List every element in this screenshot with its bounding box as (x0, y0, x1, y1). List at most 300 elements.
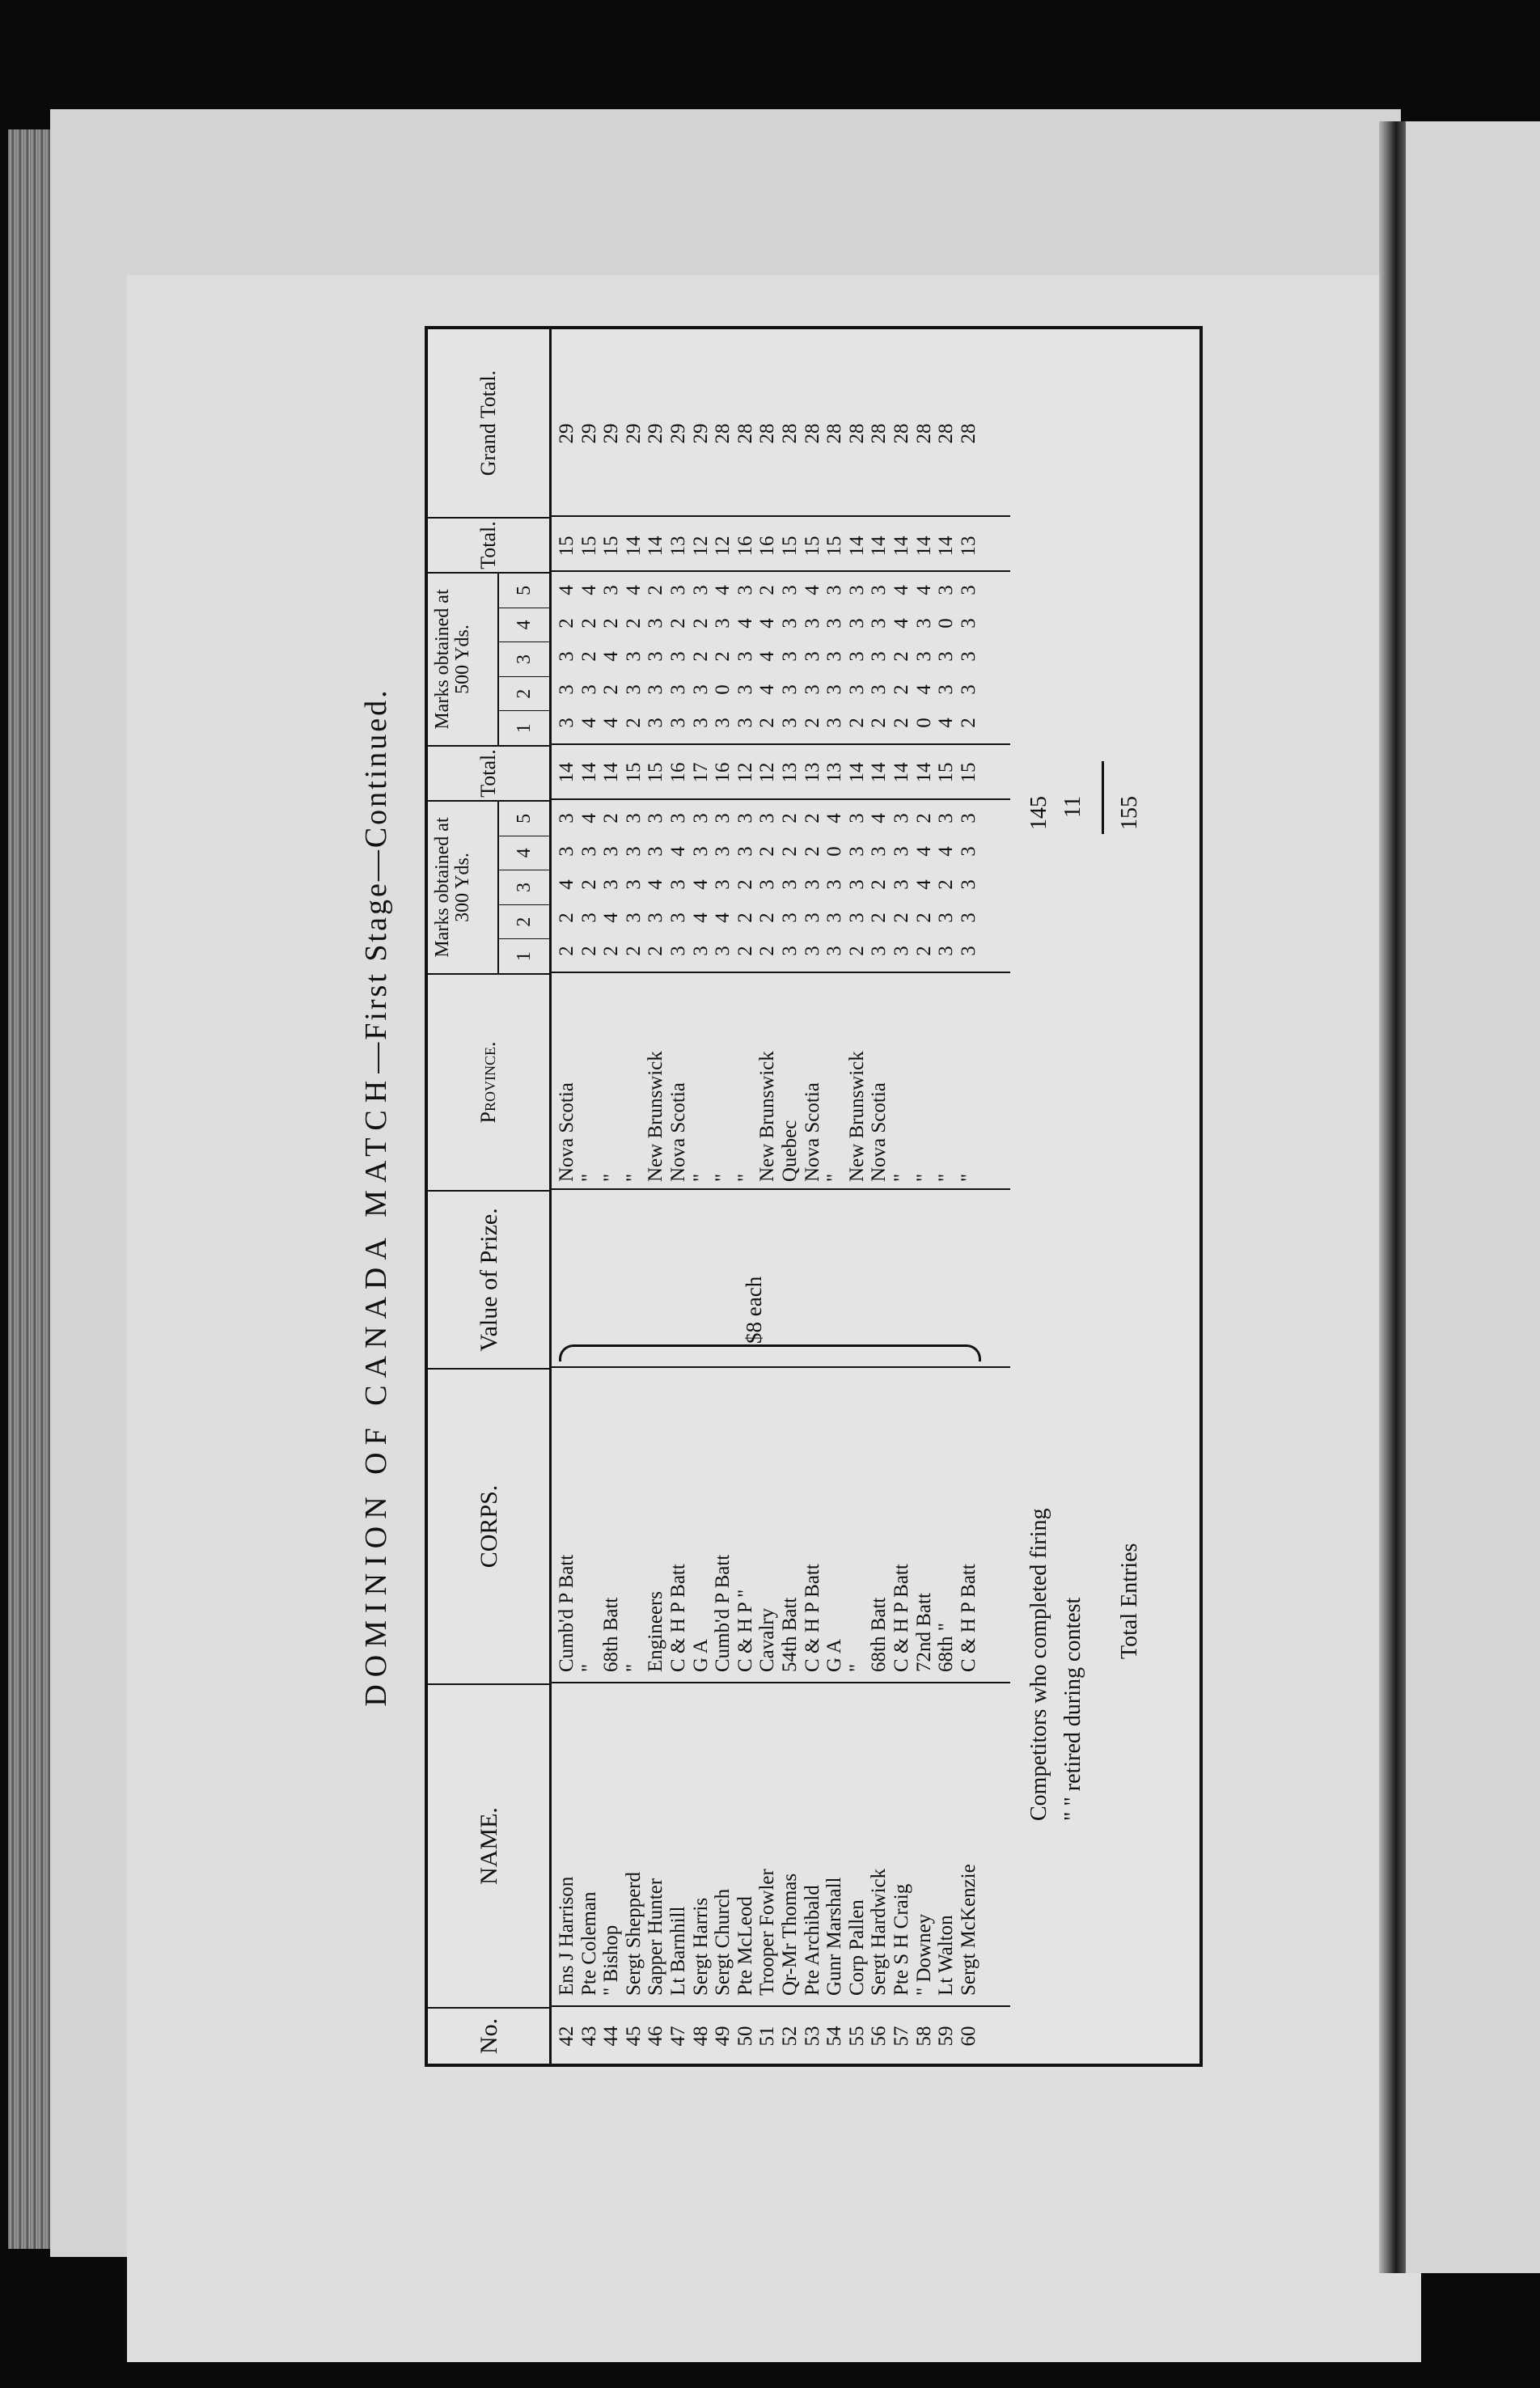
competitor-province: " (600, 1173, 623, 1182)
mark-300: 3 (556, 846, 578, 857)
total-500: 13 (957, 536, 979, 557)
marks-300-group (712, 802, 734, 967)
prize-value: $8 each (742, 1276, 766, 1344)
mark-300: 4 (689, 912, 712, 923)
total-500: 14 (622, 536, 645, 557)
competitor-name: Gunr Marshall (823, 1877, 846, 1996)
mark-500: 2 (868, 718, 891, 728)
grand-total: 28 (957, 423, 979, 444)
mark-300: 2 (556, 946, 578, 956)
mark-500: 2 (622, 718, 645, 728)
mark-300: 3 (957, 813, 979, 824)
row-number: 54 (823, 2026, 846, 2047)
row-number: 51 (756, 2026, 779, 2047)
mark-500: 3 (645, 718, 667, 728)
mark-300: 3 (845, 879, 868, 890)
summary-retired-value: 11 (1060, 796, 1085, 818)
mark-500: 2 (666, 618, 689, 629)
mark-500: 3 (823, 618, 846, 629)
mark-300: 3 (600, 846, 623, 857)
table-row (935, 329, 958, 2064)
marks-500-group (556, 574, 578, 739)
grand-total: 28 (868, 423, 891, 444)
mark-500: 4 (890, 585, 912, 595)
mark-300: 2 (935, 879, 958, 890)
mark-300: 3 (868, 846, 891, 857)
marks-300-group (779, 802, 802, 967)
row-number: 45 (622, 2026, 645, 2047)
mark-300: 2 (734, 912, 756, 923)
mark-500: 3 (823, 684, 846, 695)
mark-500: 2 (845, 718, 868, 728)
mark-300: 3 (712, 846, 734, 857)
marks-500-group (891, 574, 913, 739)
mark-500: 3 (935, 651, 958, 662)
marks-300-group (802, 802, 824, 967)
header-marks-300: Marks obtained at 300 Yds. (428, 800, 499, 973)
mark-300: 3 (666, 946, 689, 956)
competitor-corps: 68th Batt (868, 1597, 891, 1672)
mark-500: 2 (890, 651, 912, 662)
mark-300: 3 (957, 879, 979, 890)
competitor-name: " Bishop (600, 1924, 623, 1996)
table-row (690, 329, 713, 2064)
title-caps: DOMINION OF CANADA MATCH (359, 1073, 393, 1707)
mark-300: 3 (712, 946, 734, 956)
mark-300: 3 (645, 813, 667, 824)
marks-500-group (913, 574, 936, 739)
grand-total: 28 (712, 423, 734, 444)
row-number: 60 (957, 2026, 979, 2047)
mark-500: 3 (868, 684, 891, 695)
mark-500: 3 (935, 585, 958, 595)
competitor-corps: 72nd Batt (912, 1593, 935, 1672)
total-500: 16 (756, 536, 779, 557)
table-row (891, 329, 913, 2064)
header-shots-300 (499, 800, 549, 973)
mark-500: 3 (712, 718, 734, 728)
mark-500: 3 (778, 618, 801, 629)
mark-300: 2 (845, 946, 868, 956)
marks-300-group (868, 802, 891, 967)
mark-300: 3 (845, 846, 868, 857)
mark-300: 3 (756, 879, 779, 890)
mark-300: 4 (556, 879, 578, 890)
competitor-province: " (622, 1173, 645, 1182)
mark-500: 3 (622, 651, 645, 662)
mark-300: 2 (890, 912, 912, 923)
total-300: 14 (600, 762, 623, 783)
mark-500: 3 (666, 651, 689, 662)
mark-300: 3 (778, 879, 801, 890)
title-rest: —First Stage—Continued. (359, 688, 393, 1073)
marks-500-group (645, 574, 667, 739)
mark-300: 3 (666, 813, 689, 824)
header-corps: CORPS. (428, 1368, 549, 1683)
mark-300: 0 (823, 846, 846, 857)
grand-total: 29 (622, 423, 645, 444)
mark-300: 3 (600, 879, 623, 890)
total-300: 14 (556, 762, 578, 783)
table-row (846, 329, 869, 2064)
total-500: 15 (823, 536, 846, 557)
mark-300: 3 (578, 846, 600, 857)
mark-500: 3 (600, 585, 623, 595)
mark-300: 2 (868, 912, 891, 923)
grand-total: 29 (645, 423, 667, 444)
shot-label: 4 (499, 608, 549, 642)
total-300: 14 (845, 762, 868, 783)
table-row (645, 329, 667, 2064)
mark-300: 3 (845, 813, 868, 824)
competitor-province: " (578, 1173, 600, 1182)
mark-300: 3 (689, 813, 712, 824)
mark-300: 3 (778, 912, 801, 923)
total-500: 14 (890, 536, 912, 557)
competitor-corps: 68th " (935, 1623, 958, 1672)
mark-300: 4 (600, 912, 623, 923)
mark-500: 3 (912, 618, 935, 629)
mark-300: 3 (935, 813, 958, 824)
row-number: 52 (778, 2026, 801, 2047)
marks-500-group (734, 574, 757, 739)
competitor-corps: Cumb'd P Batt (712, 1554, 734, 1672)
mark-300: 3 (778, 946, 801, 956)
mark-300: 2 (756, 846, 779, 857)
mark-300: 2 (578, 879, 600, 890)
competitor-corps: C & H P Batt (666, 1564, 689, 1672)
marks-300-group (823, 802, 846, 967)
mark-500: 2 (645, 585, 667, 595)
mark-300: 3 (801, 879, 823, 890)
mark-500: 3 (778, 684, 801, 695)
grand-total: 28 (845, 423, 868, 444)
mark-300: 3 (645, 912, 667, 923)
shot-label: 1 (499, 938, 549, 973)
mark-300: 2 (912, 912, 935, 923)
mark-300: 3 (890, 813, 912, 824)
mark-500: 3 (666, 585, 689, 595)
mark-500: 3 (622, 684, 645, 695)
mark-500: 3 (868, 651, 891, 662)
table-row (868, 329, 891, 2064)
competitor-corps: Cavalry (756, 1607, 779, 1672)
total-300: 13 (778, 762, 801, 783)
competitor-corps: " (845, 1663, 868, 1672)
marks-500-group (958, 574, 980, 739)
mark-500: 3 (957, 585, 979, 595)
mark-500: 3 (578, 684, 600, 695)
table-row (578, 329, 601, 2064)
competitor-corps: Cumb'd P Batt (556, 1554, 578, 1672)
grand-total: 29 (556, 423, 578, 444)
competitor-province: " (823, 1173, 846, 1182)
table-row (556, 329, 578, 2064)
competitor-name: Pte Coleman (578, 1891, 600, 1996)
marks-300-group (578, 802, 601, 967)
mark-300: 3 (734, 846, 756, 857)
row-number: 49 (712, 2026, 734, 2047)
mark-500: 0 (712, 684, 734, 695)
mark-500: 3 (868, 585, 891, 595)
mark-300: 2 (600, 813, 623, 824)
mark-300: 2 (578, 946, 600, 956)
grand-total: 29 (578, 423, 600, 444)
competitor-corps: 68th Batt (600, 1597, 623, 1672)
table-row (667, 329, 690, 2064)
mark-500: 3 (556, 684, 578, 695)
competitor-province: Nova Scotia (666, 1082, 689, 1182)
mark-500: 4 (712, 585, 734, 595)
mark-300: 2 (556, 912, 578, 923)
summary-rule (1102, 761, 1104, 834)
mark-300: 2 (734, 946, 756, 956)
shot-label: 5 (514, 585, 535, 595)
mark-500: 3 (645, 618, 667, 629)
total-300: 15 (935, 762, 958, 783)
shot-label: 3 (499, 870, 549, 904)
total-500: 16 (734, 536, 756, 557)
mark-500: 3 (823, 718, 846, 728)
mark-500: 2 (556, 618, 578, 629)
grand-total: 29 (689, 423, 712, 444)
mark-500: 2 (600, 684, 623, 695)
total-500: 12 (712, 536, 734, 557)
mark-500: 3 (689, 585, 712, 595)
mark-500: 4 (556, 585, 578, 595)
mark-500: 2 (801, 718, 823, 728)
mark-300: 4 (712, 912, 734, 923)
mark-300: 2 (801, 813, 823, 824)
competitor-corps: G A (689, 1639, 712, 1672)
total-500: 14 (868, 536, 891, 557)
marks-300-group (600, 802, 623, 967)
total-300: 15 (622, 762, 645, 783)
mark-300: 3 (957, 912, 979, 923)
shot-label: 2 (499, 904, 549, 939)
row-number: 48 (689, 2026, 712, 2047)
grand-total: 29 (600, 423, 623, 444)
total-300: 12 (734, 762, 756, 783)
competitor-name: Sapper Hunter (645, 1878, 667, 1996)
mark-300: 3 (622, 879, 645, 890)
row-number: 44 (600, 2026, 623, 2047)
mark-500: 4 (578, 718, 600, 728)
mark-500: 4 (756, 618, 779, 629)
total-300: 14 (868, 762, 891, 783)
grand-total: 28 (734, 423, 756, 444)
competitor-corps: 54th Batt (778, 1597, 801, 1672)
competitor-corps: G A (823, 1639, 846, 1672)
total-500: 15 (556, 536, 578, 557)
total-300: 16 (712, 762, 734, 783)
total-300: 14 (578, 762, 600, 783)
mark-300: 3 (890, 846, 912, 857)
marks-300-group (756, 802, 779, 967)
header-rule (549, 329, 552, 2064)
row-number: 53 (801, 2026, 823, 2047)
mark-500: 3 (645, 684, 667, 695)
row-number: 59 (935, 2026, 958, 2047)
mark-500: 3 (778, 651, 801, 662)
marks-300-group (891, 802, 913, 967)
mark-300: 3 (957, 846, 979, 857)
marks-500-group (779, 574, 802, 739)
row-number: 58 (912, 2026, 935, 2047)
mark-300: 3 (712, 813, 734, 824)
competitor-name: Pte Archibald (801, 1885, 823, 1996)
mark-300: 4 (689, 879, 712, 890)
total-300: 15 (645, 762, 667, 783)
table-rows (556, 329, 979, 2064)
mark-300: 4 (912, 846, 935, 857)
competitor-name: Sergt Hardwick (868, 1868, 891, 1996)
mark-300: 2 (801, 846, 823, 857)
marks-300-group (645, 802, 667, 967)
document-body (336, 328, 1201, 2067)
header-marks-500: Marks obtained at 500 Yds. (428, 572, 499, 745)
summary-completed-value: 145 (1026, 796, 1051, 830)
marks-500-group (578, 574, 601, 739)
mark-500: 3 (712, 618, 734, 629)
mark-300: 2 (912, 946, 935, 956)
mark-300: 4 (823, 813, 846, 824)
mark-300: 3 (622, 813, 645, 824)
header-province: Province. (428, 973, 549, 1190)
row-number: 50 (734, 2026, 756, 2047)
mark-500: 4 (600, 651, 623, 662)
mark-500: 2 (689, 618, 712, 629)
total-500: 15 (801, 536, 823, 557)
competitor-corps: C & H P " (734, 1589, 756, 1672)
mark-300: 2 (778, 846, 801, 857)
table-row (623, 329, 645, 2064)
row-number: 47 (666, 2026, 689, 2047)
mark-300: 2 (912, 813, 935, 824)
mark-300: 4 (935, 846, 958, 857)
header-total-500: Total. (428, 517, 549, 572)
mark-500: 2 (578, 651, 600, 662)
mark-500: 3 (778, 585, 801, 595)
mark-300: 2 (756, 946, 779, 956)
row-number: 43 (578, 2026, 600, 2047)
mark-500: 3 (957, 684, 979, 695)
competitor-province: Nova Scotia (556, 1082, 578, 1182)
table-row (734, 329, 757, 2064)
mark-500: 0 (912, 718, 935, 728)
competitor-province: " (957, 1173, 979, 1182)
row-number: 46 (645, 2026, 667, 2047)
competitor-province: " (734, 1173, 756, 1182)
marks-500-group (846, 574, 869, 739)
mark-500: 4 (912, 684, 935, 695)
total-500: 15 (778, 536, 801, 557)
total-300: 15 (957, 762, 979, 783)
total-500: 14 (845, 536, 868, 557)
grand-total: 29 (666, 423, 689, 444)
mark-300: 4 (912, 879, 935, 890)
competitor-name: " Downey (912, 1913, 935, 1996)
page-title (336, 328, 417, 2067)
marks-300-group (556, 802, 578, 967)
competitor-corps: " (578, 1663, 600, 1672)
mark-500: 4 (756, 684, 779, 695)
competitor-province: New Brunswick (645, 1051, 667, 1182)
marks-500-group (868, 574, 891, 739)
mark-500: 3 (823, 585, 846, 595)
row-number: 56 (868, 2026, 891, 2047)
mark-500: 4 (578, 585, 600, 595)
competitor-name: Ens J Harrison (556, 1876, 578, 1996)
competitor-province: Nova Scotia (868, 1082, 891, 1182)
grand-total: 28 (801, 423, 823, 444)
mark-300: 3 (712, 879, 734, 890)
marks-500-group (756, 574, 779, 739)
grand-total: 28 (778, 423, 801, 444)
competitor-name: Lt Walton (935, 1915, 958, 1996)
mark-500: 4 (801, 585, 823, 595)
total-300: 17 (689, 762, 712, 783)
mark-500: 2 (600, 618, 623, 629)
table-row (823, 329, 846, 2064)
mark-500: 4 (935, 718, 958, 728)
shot-label: 4 (499, 836, 549, 870)
mark-300: 3 (823, 946, 846, 956)
mark-500: 4 (890, 618, 912, 629)
mark-500: 3 (845, 585, 868, 595)
mark-300: 3 (578, 912, 600, 923)
row-number: 55 (845, 2026, 868, 2047)
summary-total-label: Total Entries (1117, 1543, 1142, 1659)
competitor-name: Lt Barnhill (666, 1906, 689, 1996)
total-300: 16 (666, 762, 689, 783)
mark-300: 3 (556, 813, 578, 824)
mark-500: 0 (935, 618, 958, 629)
competitor-province: New Brunswick (756, 1051, 779, 1182)
mark-500: 3 (801, 684, 823, 695)
mark-500: 4 (600, 718, 623, 728)
mark-300: 4 (868, 813, 891, 824)
mark-500: 2 (890, 684, 912, 695)
grand-total: 28 (890, 423, 912, 444)
marks-500-group (600, 574, 623, 739)
mark-500: 4 (622, 585, 645, 595)
mark-300: 3 (801, 946, 823, 956)
competitor-province: New Brunswick (845, 1051, 868, 1182)
mark-300: 2 (778, 813, 801, 824)
grand-total: 28 (823, 423, 846, 444)
competitor-corps: Engineers (645, 1591, 667, 1672)
competitor-name: Qr-Mr Thomas (778, 1873, 801, 1996)
competitor-name: Sergt Shepperd (622, 1872, 645, 1996)
results-table (425, 326, 1203, 2067)
mark-500: 2 (890, 718, 912, 728)
competitor-name: Pte McLeod (734, 1896, 756, 1996)
mark-300: 2 (868, 879, 891, 890)
total-300: 14 (912, 762, 935, 783)
competitor-name: Pte S H Craig (890, 1883, 912, 1996)
mark-500: 3 (801, 651, 823, 662)
marks-300-group (935, 802, 958, 967)
competitor-name: Corp Pallen (845, 1899, 868, 1996)
competitor-province: " (912, 1173, 935, 1182)
mark-300: 2 (600, 946, 623, 956)
mark-500: 3 (689, 718, 712, 728)
total-500: 12 (689, 536, 712, 557)
mark-300: 3 (868, 946, 891, 956)
total-500: 15 (600, 536, 623, 557)
mark-500: 3 (957, 651, 979, 662)
